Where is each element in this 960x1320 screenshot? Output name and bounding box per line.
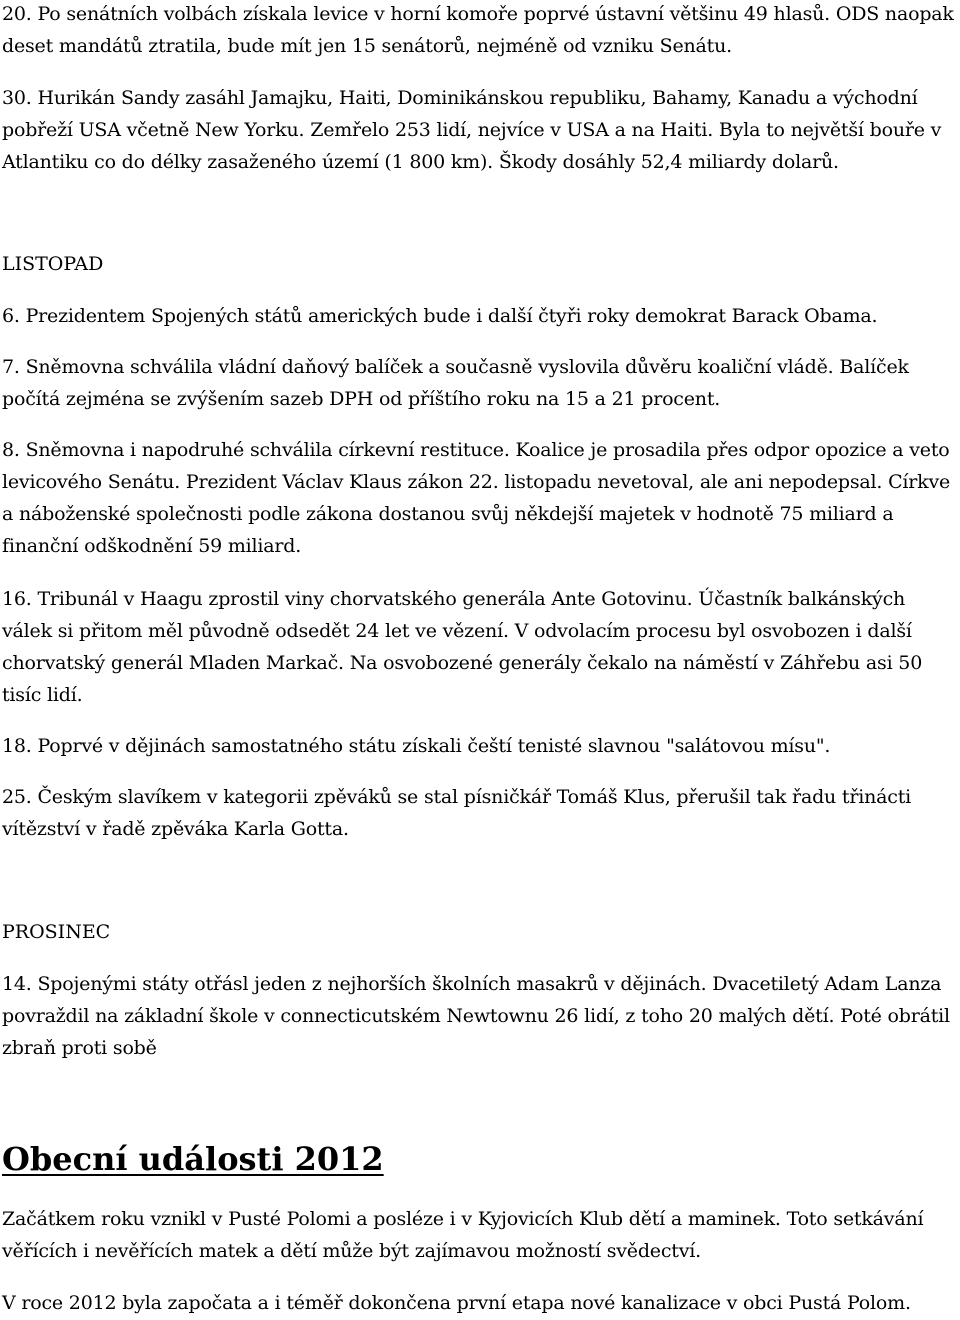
paragraph-nov-7: 7. Sněmovna schválila vládní daňový balíček a současně vyslovila důvěru koaliční vládě. Balíček počítá zejména se zvýšením sazeb DPH od příštího roku na 15 a 21 procent.	[2, 356, 909, 410]
paragraph-klub-deti: Začátkem roku vznikl v Pusté Polomi a posléze i v Kyjovicích Klub dětí a maminek. Toto setkávání věřících i nevěřících matek a dětí může být zajímavou možností svědectví.	[2, 1208, 924, 1262]
section-heading-obecni-udalosti: Obecní události 2012	[2, 1140, 384, 1178]
paragraph-nov-8: 8. Sněmovna i napodruhé schválila církevní restituce. Koalice je prosadila přes odpor opozice a veto levicového Senátu. Prezident Václav Klaus zákon 22. listopadu nevetoval, ale ani nepodepsal. Církve a náboženské společnosti podle zákona dostanou svůj někdejší majetek v hodnotě 75 miliard a finanční odškodnění 59 miliard.	[2, 439, 951, 557]
section-label-listopad: LISTOPAD	[2, 253, 104, 275]
paragraph-kanalizace: V roce 2012 byla započata a i téměř dokončena první etapa nové kanalizace v obci Pustá Polom.	[2, 1292, 911, 1314]
paragraph-oct-30: 30. Hurikán Sandy zasáhl Jamajku, Haiti, Dominikánskou republiku, Bahamy, Kanadu a východní pobřeží USA včetně New Yorku. Zemřelo 253 lidí, nejvíce v USA a na Haiti. Byla to největší bouře v Atlantiku co do délky zasaženého území (1 800 km). Škody dosáhly 52,4 miliardy dolarů.	[2, 87, 942, 173]
paragraph-nov-6: 6. Prezidentem Spojených států amerických bude i další čtyři roky demokrat Barack Obama.	[2, 305, 878, 327]
paragraph-nov-16: 16. Tribunál v Haagu zprostil viny chorvatského generála Ante Gotovinu. Účastník balkánských válek si přitom měl původně odsedět 24 let ve vězení. V odvolacím procesu byl osvobozen i další chorvatský generál Mladen Markač. Na osvobozené generály čekalo na náměstí v Záhřebu asi 50 tisíc lidí.	[2, 588, 923, 706]
section-label-prosinec: PROSINEC	[2, 921, 111, 943]
paragraph-dec-14: 14. Spojenými státy otřásl jeden z nejhorších školních masakrů v dějinách. Dvacetiletý Adam Lanza povraždil na základní škole v connecticutském Newtownu 26 lidí, z toho 20 malých dětí. Poté obrátil zbraň proti sobě	[2, 973, 950, 1059]
paragraph-nov-18: 18. Poprvé v dějinách samostatného státu získali čeští tenisté slavnou "salátovou mísu".	[2, 735, 831, 757]
paragraph-oct-20: 20. Po senátních volbách získala levice v horní komoře poprvé ústavní většinu 49 hlasů. ODS naopak deset mandátů ztratila, bude mít jen 15 senátorů, nejméně od vzniku Senátu.	[2, 3, 954, 57]
paragraph-nov-25: 25. Českým slavíkem v kategorii zpěváků se stal písničkář Tomáš Klus, přerušil tak řadu třinácti vítězství v řadě zpěváka Karla Gotta.	[2, 786, 912, 840]
